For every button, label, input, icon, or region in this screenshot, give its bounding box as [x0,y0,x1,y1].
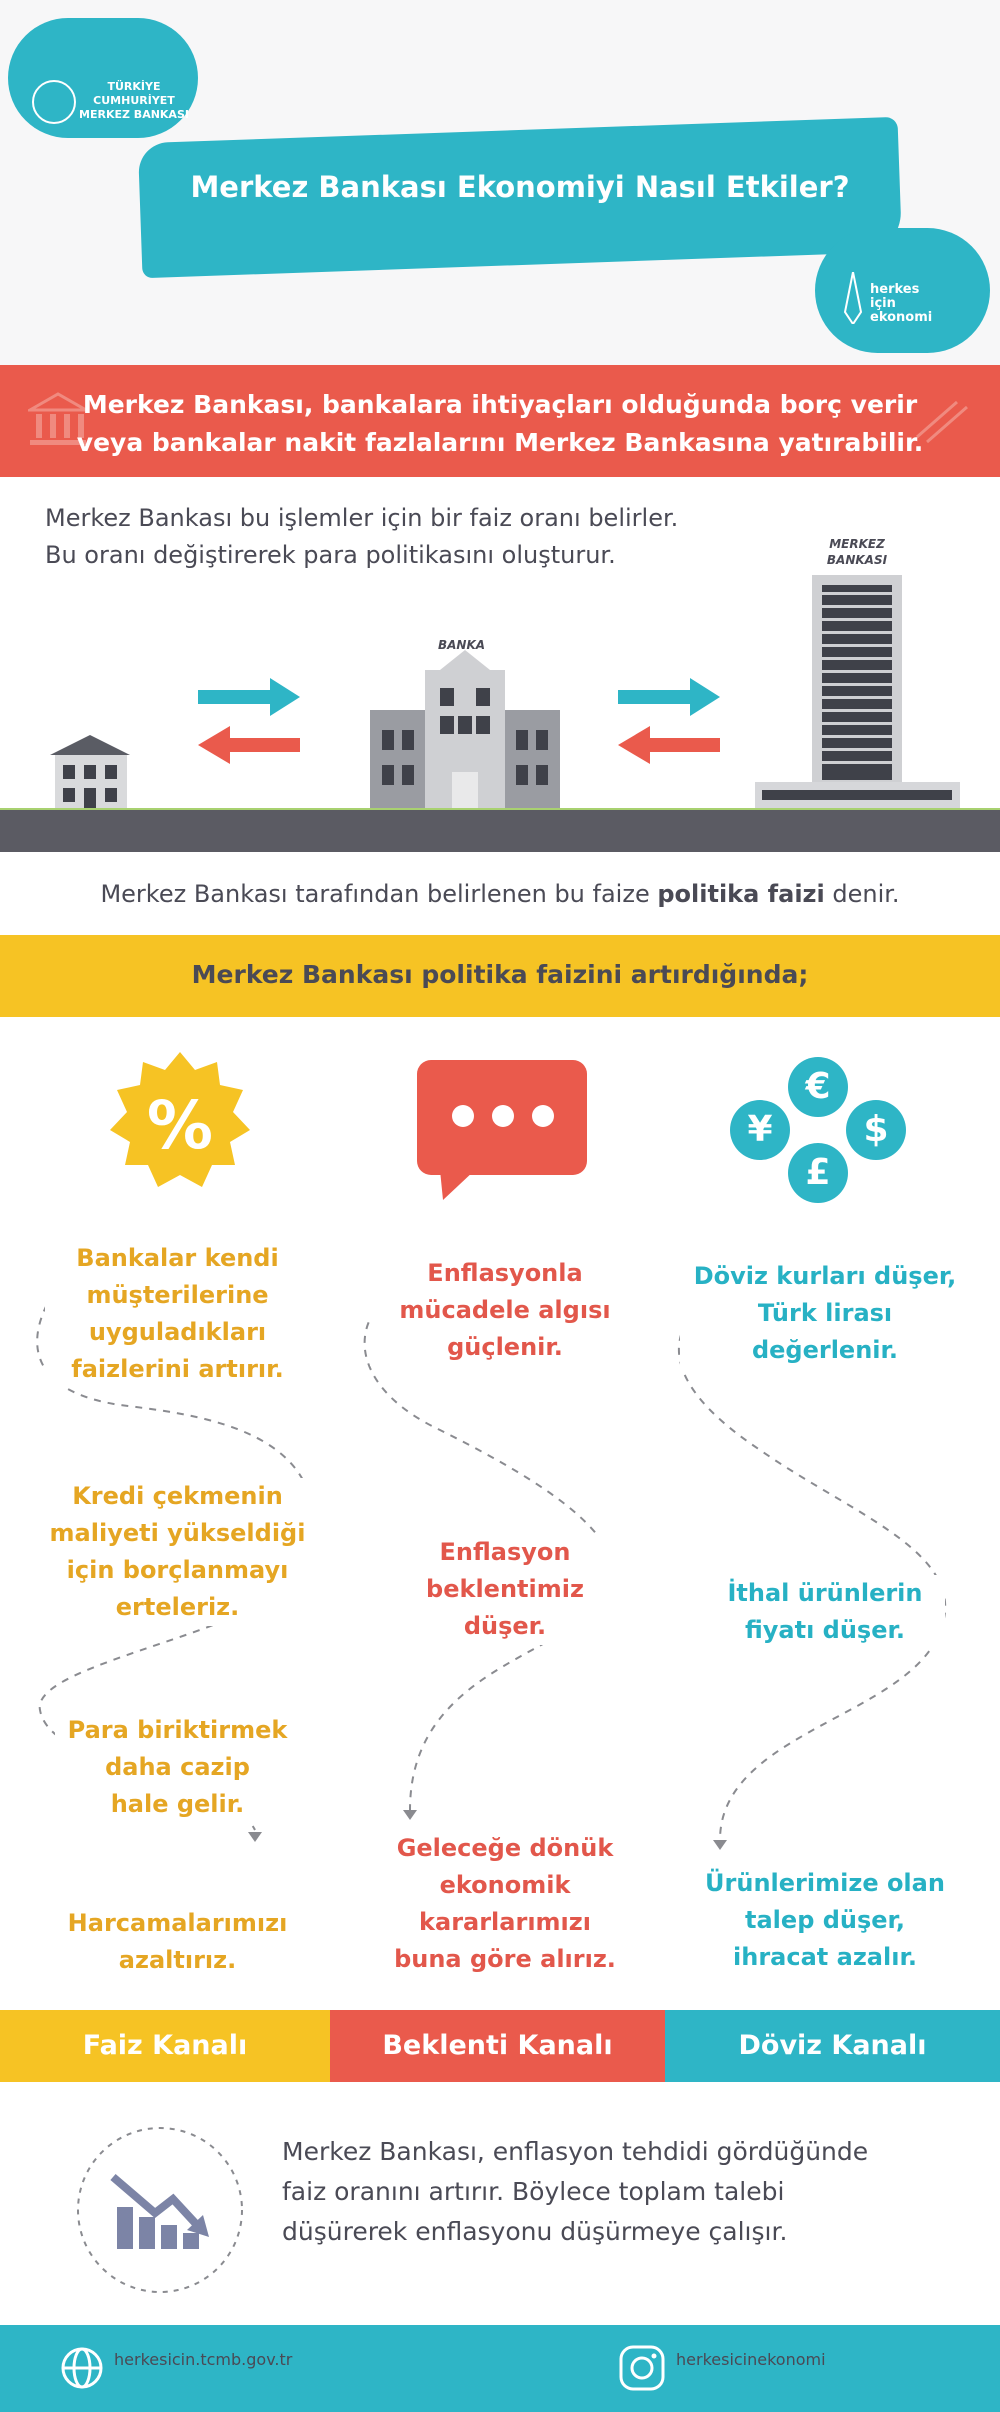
expectation-item-3-line-1: Geleceğe dönük [396,1834,614,1862]
globe-icon [60,2346,104,2394]
logo-line-1: TÜRKİYE CUMHURİYET [93,80,175,107]
policy-prefix: Merkez Bankası tarafından belirlenen bu faize [100,880,658,908]
expectation-item-2-line-2: beklentimiz [426,1575,584,1603]
declining-chart-icon [75,2125,245,2299]
bank-building-icon [370,650,560,810]
bank-label: BANKA [438,638,486,652]
channel-expectation [330,2010,665,2082]
road [0,810,1000,852]
channel-exchange [665,2010,1000,2082]
exchange-item-1-line-2: Türk lirası [757,1299,893,1327]
exchange-item-3-line-2: talep düşer, [745,1906,905,1934]
exchange-item-2 [705,1575,945,1649]
logo-line-2: MERKEZ BANKASI [79,108,189,121]
brand-text [870,283,980,325]
expectation-item-1 [370,1255,640,1366]
channel-interest [0,2010,330,2082]
page-title: Merkez Bankası Ekonomiyi Nasıl Etkiler? [190,170,850,204]
tcmb-logo-text [74,80,194,122]
expectation-item-1-line-1: Enflasyonla [427,1259,583,1287]
expectation-item-2-line-3: düşer. [463,1612,547,1640]
brand-line-1: herkes [870,282,920,297]
svg-text:%: % [146,1087,214,1164]
interest-item-3-line-2: daha cazip [105,1753,250,1781]
interest-item-2-line-3: için borçlanmayı [66,1556,289,1584]
red-banner-line-1: Merkez Bankası, bankalara ihtiyaçları olduğunda borç verir [82,390,918,419]
exchange-item-3-line-1: Ürünlerimize olan [705,1869,945,1897]
arrows-left-icon [198,678,300,764]
brand-line-3: ekonomi [870,310,933,325]
speech-bubble-icon [415,1058,590,1207]
expectation-item-3-line-4: buna göre alırız. [394,1945,616,1973]
central-bank-tower-icon [755,575,960,810]
policy-rate-sentence [0,880,1000,908]
pen-icon [843,272,863,324]
interest-item-1-line-3: uyguladıkları [88,1318,267,1346]
channel-expectation-label: Beklenti Kanalı [382,2030,613,2061]
interest-item-3 [55,1712,300,1823]
exchange-item-2-line-1: İthal ürünlerin [727,1579,923,1607]
instagram-link[interactable] [676,2350,826,2369]
conclusion-line-3: düşürerek enflasyonu düşürmeye çalışır. [282,2217,788,2246]
policy-suffix: denir. [824,880,900,908]
exchange-item-2-line-2: fiyatı düşer. [744,1616,906,1644]
expectation-item-1-line-2: mücadele algısı [399,1296,611,1324]
intro-line-1: Merkez Bankası bu işlemler için bir faiz oranı belirler. [45,504,679,532]
expectation-item-3-line-2: ekonomik [439,1871,571,1899]
exchange-item-1-line-1: Döviz kurları düşer, [693,1262,957,1290]
brand-line-2: için [870,296,896,311]
instagram-link-text[interactable]: herkesicinekonomi [676,2350,826,2369]
website-link[interactable] [114,2350,292,2369]
exchange-item-1-line-3: değerlenir. [751,1336,899,1364]
interest-item-4-line-1: Harcamalarımızı [67,1909,288,1937]
expectation-item-3 [370,1830,640,1978]
conclusion-line-2: faiz oranını artırır. Böylece toplam talebi [282,2177,785,2206]
interest-item-3-line-3: hale gelir. [110,1790,245,1818]
intro-line-2: Bu oranı değiştirerek para politikasını oluşturur. [45,541,616,569]
expectation-item-1-line-3: güçlenir. [447,1333,563,1361]
interest-item-1 [45,1240,310,1388]
exchange-item-1 [680,1258,970,1369]
red-banner-text [0,386,1000,462]
policy-bold: politika faizi [657,880,825,908]
interest-item-1-line-1: Bankalar kendi [76,1244,279,1272]
central-label-line-2: BANKASI [826,553,888,567]
interest-item-2-line-1: Kredi çekmenin [72,1482,283,1510]
interest-item-1-line-2: müşterilerine [86,1281,269,1309]
interest-item-1-line-4: faizlerini artırır. [71,1355,284,1383]
central-label-line-1: MERKEZ [829,537,885,551]
interest-item-4 [45,1905,310,1979]
exchange-item-3 [690,1865,960,1976]
tcmb-logo-icon [32,80,76,124]
red-banner-line-2: veya bankalar nakit fazlalarını Merkez Bankasına yatırabilir. [76,428,924,457]
dollar-symbol: $ [846,1100,906,1160]
arrows-right-icon [618,678,720,764]
currency-icon [728,1055,908,1205]
interest-item-3-line-1: Para biriktirmek [67,1716,288,1744]
exchange-item-3-line-3: ihracat azalır. [733,1943,917,1971]
channel-interest-label: Faiz Kanalı [82,2030,248,2061]
conclusion-line-1: Merkez Bankası, enflasyon tehdidi gördüğünde [282,2137,869,2166]
interest-item-4-line-2: azaltırız. [118,1946,237,1974]
expectation-item-2 [385,1534,625,1645]
expectation-item-3-line-3: kararlarımızı [419,1908,591,1936]
yen-symbol: ¥ [730,1100,790,1160]
central-bank-label [822,536,892,568]
pound-symbol: £ [788,1143,848,1203]
conclusion-text [282,2132,962,2252]
website-link-text[interactable]: herkesicin.tcmb.gov.tr [114,2350,293,2369]
house-icon [50,735,130,810]
interest-item-2-line-4: erteleriz. [115,1593,240,1621]
instagram-icon [618,2344,666,2396]
yellow-banner-text: Merkez Bankası politika faizini artırdığında; [191,960,809,989]
euro-symbol: € [788,1057,848,1117]
interest-item-2-line-2: maliyeti yükseldiği [49,1519,306,1547]
percent-icon [105,1050,255,1204]
expectation-item-2-line-1: Enflasyon [439,1538,571,1566]
channel-exchange-label: Döviz Kanalı [738,2030,927,2061]
interest-item-2 [35,1478,320,1626]
